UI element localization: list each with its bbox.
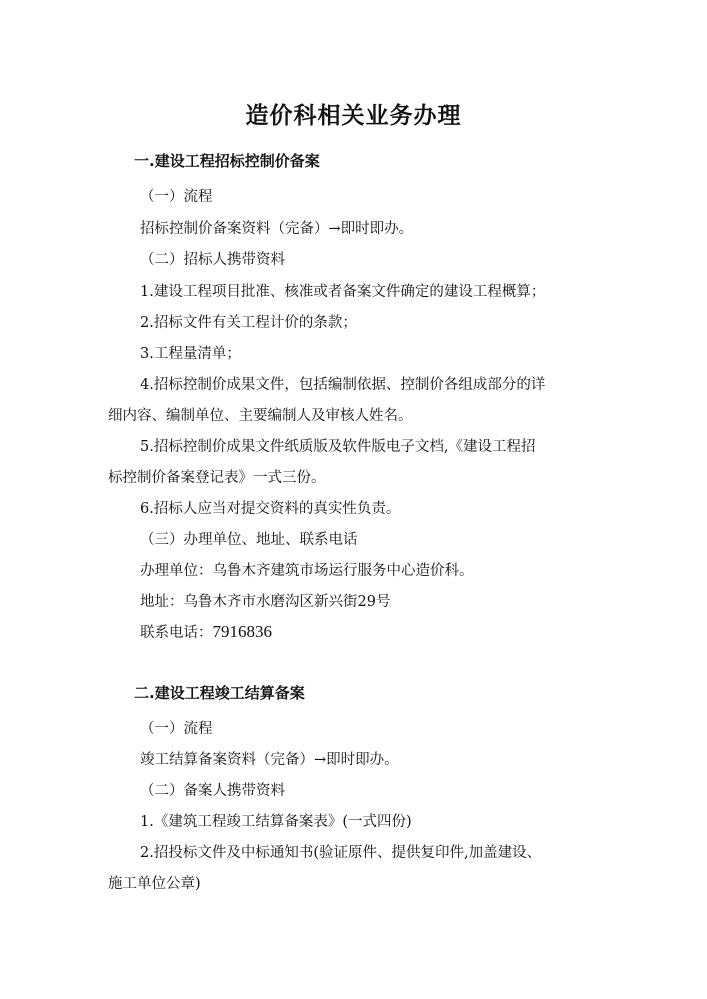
- section1-item1: 1.建设工程项目批准、核准或者备案文件确定的建设工程概算；: [140, 284, 546, 300]
- section1-office-label: （三）办理单位、地址、联系电话: [140, 532, 358, 548]
- page-title: 造价科相关业务办理: [245, 103, 462, 129]
- section1-item5-line2: 标控制价备案登记表》一式三份。: [108, 470, 326, 486]
- section1-office-unit: 办理单位：乌鲁木齐建筑市场运行服务中心造价科。: [140, 563, 474, 579]
- section1-heading: 一.建设工程招标控制价备案: [134, 152, 320, 170]
- section2-item2-line1: 2.招投标文件及中标通知书(验证原件、提供复印件,加盖建设、: [140, 845, 542, 861]
- section1-item6: 6.招标人应当对提交资料的真实性负责。: [140, 501, 401, 517]
- section1-item4-line2: 细内容、编制单位、主要编制人及审核人姓名。: [108, 408, 413, 424]
- section1-item5-line1: 5.招标控制价成果文件纸质版及软件版电子文档,《建设工程招: [140, 439, 536, 455]
- section1-phone: [140, 622, 610, 643]
- section1-address: 地址：乌鲁木齐市水磨沟区新兴街29号: [140, 594, 391, 610]
- section1-materials-label: （二）招标人携带资料: [140, 252, 285, 268]
- section1-flow-label: （一）流程: [140, 189, 213, 205]
- phone-number: 7916836: [212, 622, 272, 641]
- section1-item2: 2.招标文件有关工程计价的条款；: [140, 315, 357, 331]
- section2-materials-label: （二）备案人携带资料: [140, 783, 285, 799]
- section1-flow-text: 招标控制价备案资料（完备）→即时即办。: [140, 221, 414, 237]
- section2-flow-text: 竣工结算备案资料（完备）→即时即办。: [140, 752, 399, 768]
- section2-item1: 1.《建筑工程竣工结算备案表》(一式四份): [140, 814, 412, 830]
- section1-item4-line1: 4.招标控制价成果文件，包括编制依据、控制价各组成部分的详: [140, 377, 546, 393]
- section2-flow-label: （一）流程: [140, 721, 213, 737]
- section2-item2-line2: 施工单位公章): [108, 876, 201, 892]
- section2-heading: 二.建设工程竣工结算备案: [134, 684, 305, 702]
- section1-item3: 3.工程量清单；: [140, 346, 241, 362]
- phone-label: 联系电话：: [140, 625, 213, 641]
